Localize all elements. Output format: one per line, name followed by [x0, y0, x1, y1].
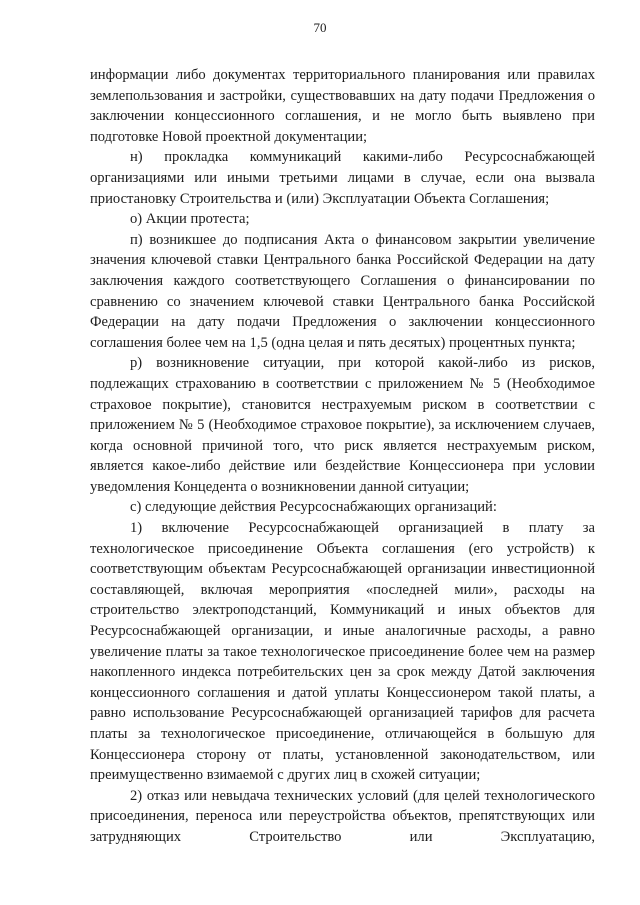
- paragraph-subitem-2: 2) отказ или невыдача технических условий (для целей технологического присоединения, переноса или переустройства объектов, препятствующих или затрудняющих Строительство или Эксплуатацию,: [90, 787, 595, 845]
- paragraph-subitem-1: 1) включение Ресурсоснабжающей организацией в плату за технологическое присоединение Объекта соглашения (его устройств) к соответствующим объектам Ресурсоснабжающей организации инвестиционной составляющей, включая мероприятия «последней мили», расходы на строительство электроподстанций, Коммуникаций и иных объектов для Ресурсоснабжающей организации, и иные аналогичные расходы, а равно увеличение платы за такое технологическое присоединение более чем на размер накопленного индекса потребительских цен за срок между Датой заключения концессионного соглашения и датой уплаты Концессионером такой платы, а равно использование Ресурсоснабжающей организацией тарифов для расчета платы за технологическое присоединение, отличающейся в большую для Концессионера сторону от платы, установленной законодательством, или преимущественно взимаемой с других лиц в схожей ситуации;: [90, 520, 595, 784]
- paragraph-continuation: информации либо документах территориального планирования или правилах землепользования и застройки, существовавших на дату подачи Предложения о заключении концессионного соглашения, и не могло быть выявлено при подготовке Новой проектной документации;: [90, 67, 595, 145]
- paragraph-item-s: с) следующие действия Ресурсоснабжающих организаций:: [130, 499, 497, 516]
- paragraph-item-n: н) прокладка коммуникаций какими-либо Ресурсоснабжающей организациями или иными третьими лицами в случае, если она вызвала приостановку Строительства и (или) Эксплуатации Объекта Соглашения;: [90, 149, 595, 207]
- document-body: [90, 65, 595, 848]
- paragraph-item-p: п) возникшее до подписания Акта о финансовом закрытии увеличение значения ключевой ставки Центрального банка Российской Федерации на дату заключения каждого соответствующего Соглашения о финансировании по сравнению со значением ключевой ставки Центрального банка Российской Федерации на дату подачи Предложения о заключении концессионного соглашения более чем на 1,5 (одна целая и пять десятых) процентных пункта;: [90, 231, 595, 351]
- paragraph-item-o: о) Акции протеста;: [130, 211, 250, 228]
- paragraph-item-r: р) возникновение ситуации, при которой какой-либо из рисков, подлежащих страхованию в соответствии с приложением № 5 (Необходимое страховое покрытие), становится нестрахуемым риском в соответствии с приложением № 5 (Необходимое страховое покрытие), за исключением случаев, когда основной причиной того, что риск является нестрахуемым риском, является какое-либо действие или бездействие Концессионера при условии уведомления Концедента о возникновении данной ситуации;: [90, 355, 595, 495]
- page-number: 70: [313, 20, 327, 35]
